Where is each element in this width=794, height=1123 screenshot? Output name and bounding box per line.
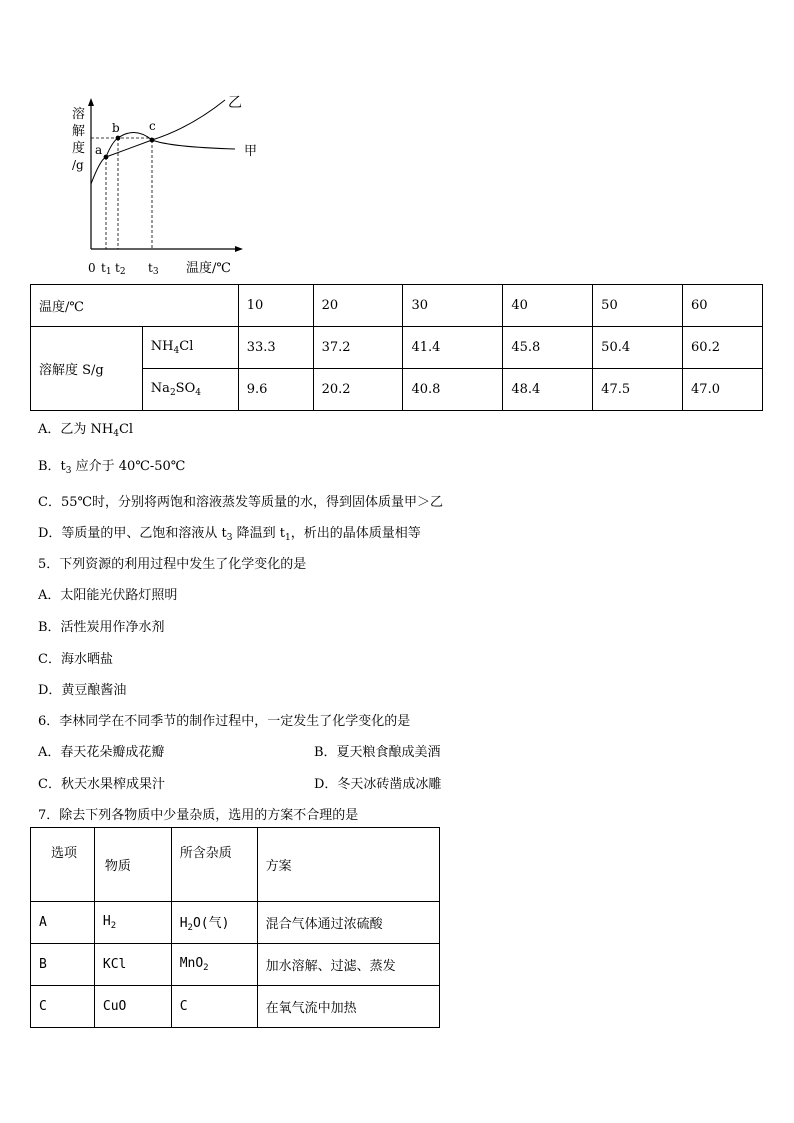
temp-cell: 20 <box>313 285 403 327</box>
q4-option-c: C．55℃时，分别将两饱和溶液蒸发等质量的水，得到固体质量甲＞乙 <box>38 495 444 510</box>
value-cell: 45.8 <box>503 327 593 369</box>
header-option: 选项 <box>31 828 95 902</box>
plan-cell: 加水溶解、过滤、蒸发 <box>257 944 439 986</box>
q4-option-d: D．等质量的甲、乙饱和溶液从 $t_3$ 降温到 $t_1$，析出的晶体质量相等 <box>38 526 421 543</box>
substance-na2so4: $Na_2SO_4$ <box>142 369 238 411</box>
substance-cell: $H_2$ <box>94 902 171 944</box>
point-label-b: b <box>112 121 120 135</box>
point-label-c: c <box>149 119 156 133</box>
value-cell: 33.3 <box>238 327 313 369</box>
y-label-3: 度 <box>72 141 86 156</box>
solubility-table <box>30 284 763 411</box>
table-row <box>31 986 440 1028</box>
plan-cell: 混合气体通过浓硫酸 <box>257 902 439 944</box>
table-row <box>31 944 440 986</box>
temp-header: 温度/℃ <box>31 285 239 327</box>
q6-option-d: D．冬天冰砖凿成冰雕 <box>314 777 442 792</box>
q5-stem: 5．下列资源的利用过程中发生了化学变化的是 <box>38 557 307 572</box>
x-axis-arrow <box>235 246 243 252</box>
option-cell: B <box>31 944 95 986</box>
substance-cell: KCl <box>94 944 171 986</box>
q6-stem: 6．李林同学在不同季节的制作过程中，一定发生了化学变化的是 <box>38 714 411 729</box>
impurity-cell: MnO$_2$ <box>171 944 257 986</box>
option-cell: C <box>31 986 95 1028</box>
temp-cell: 60 <box>683 285 763 327</box>
q4-option-b: B．$t_3$ 应介于 40℃-50℃ <box>38 459 186 476</box>
point-b <box>116 136 121 141</box>
point-a <box>104 155 109 160</box>
point-label-a: a <box>95 143 103 157</box>
solubility-graph <box>60 90 280 280</box>
y-label-1: 溶 <box>72 107 86 122</box>
value-cell: 41.4 <box>403 327 503 369</box>
q5-option-a: A．太阳能光伏路灯照明 <box>38 588 178 603</box>
temp-cell: 10 <box>238 285 313 327</box>
curve-label-yi: 乙 <box>228 95 242 111</box>
impurity-cell: C <box>171 986 257 1028</box>
q7-stem: 7．除去下列各物质中少量杂质，选用的方案不合理的是 <box>38 808 359 823</box>
q5-option-c: C．海水晒盐 <box>38 652 113 667</box>
curve-jia <box>106 132 235 157</box>
value-cell: 40.8 <box>403 369 503 411</box>
q6-option-b: B．夏天粮食酿成美酒 <box>314 745 441 760</box>
temp-cell: 50 <box>593 285 683 327</box>
plan-cell: 在氧气流中加热 <box>257 986 439 1028</box>
value-cell: 20.2 <box>313 369 403 411</box>
impurity-table <box>30 827 440 1028</box>
tick-t3: t3 <box>148 261 159 277</box>
value-cell: 9.6 <box>238 369 313 411</box>
q6-option-a: A．春天花朵瓣成花瓣 <box>38 745 165 760</box>
table-row <box>31 902 440 944</box>
table-row <box>31 828 440 902</box>
tick-t2: t2 <box>115 261 126 277</box>
y-label-2: 解 <box>72 124 86 139</box>
table-row <box>31 327 763 369</box>
table-row <box>31 285 763 327</box>
q6-option-c: C．秋天水果榨成果汁 <box>38 777 165 792</box>
temp-cell: 40 <box>503 285 593 327</box>
solubility-label: 溶解度 S/g <box>31 327 143 411</box>
origin-label: 0 <box>88 261 96 275</box>
q4-option-a: A．乙为 $NH_4Cl$ <box>38 422 134 439</box>
value-cell: 60.2 <box>683 327 763 369</box>
value-cell: 47.0 <box>683 369 763 411</box>
y-axis-arrow <box>88 98 94 106</box>
q5-option-b: B．活性炭用作净水剂 <box>38 620 165 635</box>
y-label-4: /g <box>72 158 84 172</box>
value-cell: 48.4 <box>503 369 593 411</box>
value-cell: 50.4 <box>593 327 683 369</box>
substance-cell: CuO <box>94 986 171 1028</box>
tick-t1: t1 <box>101 261 112 277</box>
temp-cell: 30 <box>403 285 503 327</box>
value-cell: 47.5 <box>593 369 683 411</box>
point-c <box>150 138 155 143</box>
impurity-cell: $H_2O$(气) <box>171 902 257 944</box>
substance-nh4cl: $NH_4Cl$ <box>142 327 238 369</box>
option-cell: A <box>31 902 95 944</box>
x-axis-label: 温度/℃ <box>186 261 231 276</box>
header-substance: 物质 <box>94 828 171 902</box>
header-impurity: 所含杂质 <box>171 828 257 902</box>
curve-label-jia: 甲 <box>244 144 258 159</box>
q5-option-d: D．黄豆酿酱油 <box>38 683 127 698</box>
header-plan: 方案 <box>257 828 439 902</box>
value-cell: 37.2 <box>313 327 403 369</box>
